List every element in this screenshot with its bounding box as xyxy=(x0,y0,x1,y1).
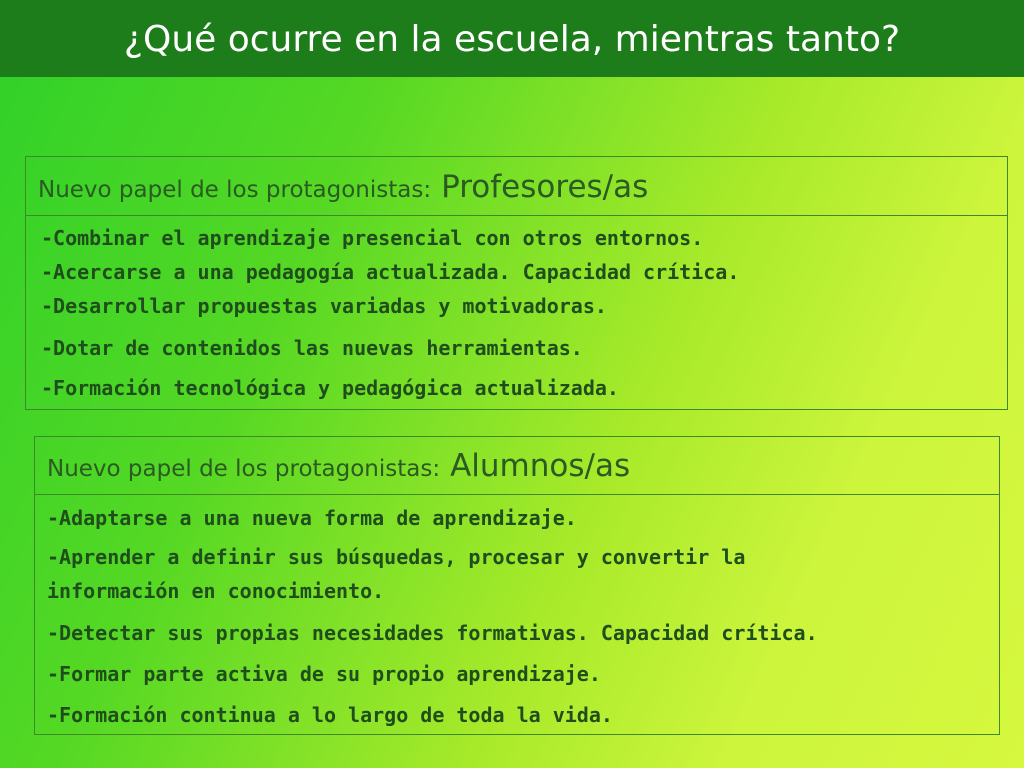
profesores-item: -Combinar el aprendizaje presencial con otros entornos. xyxy=(41,226,704,250)
profesores-item: -Formación tecnológica y pedagógica actualizada. xyxy=(41,376,619,400)
profesores-item: -Dotar de contenidos las nuevas herramientas. xyxy=(41,336,583,360)
alumnos-heading-lead: Nuevo papel de los protagonistas: xyxy=(47,456,441,482)
alumnos-item: -Adaptarse a una nueva forma de aprendizaje. xyxy=(47,506,577,530)
profesores-item: -Acercarse a una pedagogía actualizada. Capacidad crítica. xyxy=(41,260,740,284)
profesores-heading-role: Profesores/as xyxy=(441,169,649,205)
profesores-item: -Desarrollar propuestas variadas y motivadoras. xyxy=(41,294,607,318)
profesores-box xyxy=(25,156,1008,410)
alumnos-item: -Formación continua a lo largo de toda la vida. xyxy=(47,703,613,727)
alumnos-item: información en conocimiento. xyxy=(47,579,385,603)
profesores-heading xyxy=(26,157,1007,216)
slide-title: ¿Qué ocurre en la escuela, mientras tanto? xyxy=(123,19,901,60)
alumnos-box xyxy=(34,436,1000,735)
profesores-heading-lead: Nuevo papel de los protagonistas: xyxy=(38,177,432,203)
alumnos-item: -Aprender a definir sus búsquedas, procesar y convertir la xyxy=(47,545,746,569)
alumnos-heading-role: Alumnos/as xyxy=(450,448,631,484)
alumnos-item: -Detectar sus propias necesidades formativas. Capacidad crítica. xyxy=(47,621,818,645)
alumnos-item: -Formar parte activa de su propio aprendizaje. xyxy=(47,662,601,686)
alumnos-heading xyxy=(35,437,999,495)
